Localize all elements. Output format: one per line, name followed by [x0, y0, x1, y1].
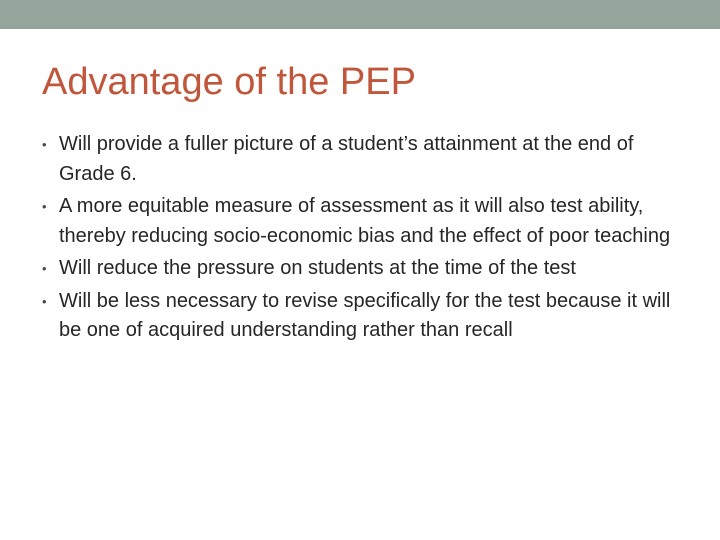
bullet-marker-icon: • [42, 137, 47, 152]
bullet-item [42, 130, 692, 189]
slide-title: Advantage of the PEP [42, 61, 416, 103]
bullet-item [42, 287, 692, 346]
bullet-marker-icon: • [42, 293, 47, 309]
top-accent-band [0, 0, 720, 29]
bullet-marker-icon: • [42, 199, 47, 214]
bullet-item [42, 254, 692, 284]
bullet-text: Will reduce the pressure on students at the time of the test [59, 257, 576, 279]
bullet-text: Will provide a fuller picture of a student’s attainment at the end of Grade 6. [59, 133, 634, 185]
bullet-marker-icon: • [42, 261, 47, 276]
bullet-item [42, 192, 692, 251]
bullet-text: A more equitable measure of assessment as it will also test ability, thereby reducing socio-economic bias and the effect of poor teaching [59, 195, 671, 247]
bullet-list [42, 130, 692, 349]
bullet-text: Will be less necessary to revise specifically for the test because it will be one of acquired understanding rather than recall [59, 289, 671, 341]
